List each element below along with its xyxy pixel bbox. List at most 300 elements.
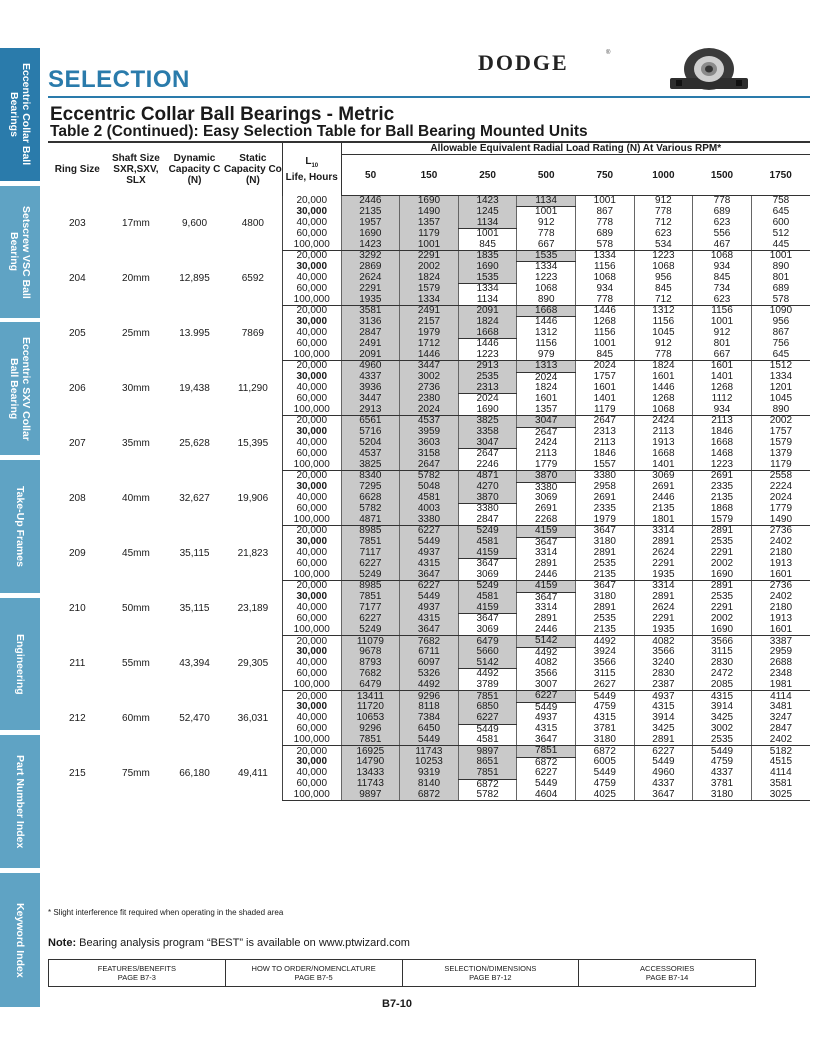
shaft-size-cell: 60mm bbox=[122, 712, 150, 724]
load-rating-cell: 2135 bbox=[634, 504, 693, 515]
side-tab-2[interactable] bbox=[0, 186, 40, 318]
load-rating-cell: 3781 bbox=[693, 779, 752, 790]
load-rating-cell: 2958 bbox=[575, 482, 634, 493]
static-capacity-cell: 15,395 bbox=[237, 437, 269, 449]
load-rating-cell: 4159 bbox=[517, 581, 576, 592]
load-rating-cell: 7682 bbox=[400, 636, 459, 647]
ring-size-cell: 215 bbox=[68, 767, 86, 779]
load-rating-cell: 3136 bbox=[341, 317, 400, 328]
load-rating-cell: 3647 bbox=[458, 559, 517, 570]
load-rating-cell: 2335 bbox=[693, 482, 752, 493]
nav-link-page: PAGE B7-12 bbox=[469, 973, 512, 982]
load-rating-cell: 4581 bbox=[458, 735, 517, 746]
side-tab-label: Keyword Index bbox=[14, 902, 26, 978]
dynamic-capacity-cell: 35,115 bbox=[179, 547, 210, 559]
header-static-capacity: Static Capacity Co (N) bbox=[224, 142, 283, 196]
load-rating-cell: 10653 bbox=[341, 713, 400, 724]
load-rating-cell: 4315 bbox=[693, 691, 752, 702]
nav-link-2[interactable] bbox=[225, 960, 402, 986]
nav-link-page: PAGE B7-14 bbox=[645, 973, 689, 982]
life-hours-cell: 20,000 bbox=[282, 361, 341, 372]
load-rating-cell: 1112 bbox=[693, 394, 752, 405]
shaft-size-cell: 75mm bbox=[122, 767, 150, 779]
load-rating-cell: 2847 bbox=[458, 515, 517, 526]
load-rating-cell: 3789 bbox=[458, 680, 517, 691]
load-rating-cell: 867 bbox=[751, 328, 810, 339]
life-hours-cell: 100,000 bbox=[282, 240, 341, 251]
load-rating-cell: 4937 bbox=[634, 691, 693, 702]
load-rating-cell: 2135 bbox=[575, 625, 634, 636]
nav-link-page: PAGE B7-3 bbox=[117, 973, 156, 982]
load-rating-cell: 2024 bbox=[751, 493, 810, 504]
load-rating-cell: 1379 bbox=[751, 449, 810, 460]
load-rating-cell: 5142 bbox=[458, 658, 517, 669]
load-rating-cell: 1668 bbox=[517, 306, 576, 317]
life-hours-cell: 40,000 bbox=[282, 548, 341, 559]
load-rating-cell: 4937 bbox=[400, 603, 459, 614]
load-rating-cell: 1446 bbox=[458, 339, 517, 350]
load-rating-cell: 2647 bbox=[517, 427, 576, 438]
load-rating-cell: 1824 bbox=[634, 361, 693, 372]
footnote: * Slight interference fit required when operating in the shaded area bbox=[48, 908, 284, 917]
load-rating-cell: 7384 bbox=[400, 713, 459, 724]
life-hours-cell: 60,000 bbox=[282, 394, 341, 405]
load-rating-cell: 4759 bbox=[575, 702, 634, 713]
load-rating-cell: 2627 bbox=[575, 680, 634, 691]
load-rating-cell: 3047 bbox=[458, 438, 517, 449]
load-rating-cell: 6227 bbox=[341, 559, 400, 570]
load-rating-cell: 2446 bbox=[634, 493, 693, 504]
load-rating-cell: 2891 bbox=[693, 581, 752, 592]
load-rating-cell: 1981 bbox=[751, 680, 810, 691]
life-hours-cell: 100,000 bbox=[282, 735, 341, 746]
life-hours-cell: 60,000 bbox=[282, 284, 341, 295]
header-life-l: L bbox=[305, 155, 312, 167]
load-rating-cell: 645 bbox=[751, 350, 810, 361]
load-rating-cell: 1690 bbox=[458, 262, 517, 273]
note bbox=[48, 937, 410, 949]
life-hours-cell: 100,000 bbox=[282, 460, 341, 471]
load-rating-cell: 7851 bbox=[341, 537, 400, 548]
load-rating-cell: 1557 bbox=[575, 460, 634, 471]
static-capacity-cell: 21,823 bbox=[237, 547, 269, 559]
load-rating-cell: 1245 bbox=[458, 207, 517, 218]
load-rating-cell: 623 bbox=[693, 218, 752, 229]
load-rating-cell: 6628 bbox=[341, 493, 400, 504]
load-rating-cell: 3180 bbox=[575, 537, 634, 548]
load-rating-cell: 1601 bbox=[517, 394, 576, 405]
side-tab-4[interactable] bbox=[0, 460, 40, 593]
load-rating-cell: 1357 bbox=[400, 218, 459, 229]
load-rating-cell: 5782 bbox=[400, 471, 459, 482]
load-rating-cell: 3314 bbox=[517, 603, 576, 614]
load-rating-cell: 4581 bbox=[458, 537, 517, 548]
load-rating-cell: 1268 bbox=[634, 394, 693, 405]
load-rating-cell: 3647 bbox=[575, 581, 634, 592]
load-rating-cell: 1179 bbox=[575, 405, 634, 416]
life-hours-cell: 40,000 bbox=[282, 273, 341, 284]
load-rating-cell: 2291 bbox=[400, 251, 459, 262]
ring-size-cell: 209 bbox=[68, 547, 86, 559]
load-rating-cell: 2402 bbox=[751, 592, 810, 603]
load-rating-cell: 5660 bbox=[458, 647, 517, 658]
load-rating-cell: 2024 bbox=[458, 394, 517, 405]
life-hours-cell: 40,000 bbox=[282, 658, 341, 669]
load-rating-cell: 5182 bbox=[751, 746, 810, 757]
load-rating-cell: 2891 bbox=[517, 559, 576, 570]
side-tab-3[interactable] bbox=[0, 322, 40, 455]
load-rating-cell: 1690 bbox=[693, 570, 752, 581]
load-rating-cell: 6450 bbox=[400, 724, 459, 735]
load-rating-cell: 3566 bbox=[693, 636, 752, 647]
dynamic-capacity-cell: 19,438 bbox=[179, 382, 210, 394]
load-rating-cell: 2535 bbox=[458, 372, 517, 383]
load-rating-cell: 4159 bbox=[458, 603, 517, 614]
load-rating-cell: 11079 bbox=[341, 636, 400, 647]
side-tab-7[interactable] bbox=[0, 873, 40, 1007]
load-rating-cell: 1690 bbox=[400, 196, 459, 207]
dynamic-capacity-cell: 66,180 bbox=[179, 767, 210, 779]
page-number: B7-10 bbox=[382, 998, 412, 1010]
load-rating-cell: 1668 bbox=[693, 438, 752, 449]
load-rating-cell: 1913 bbox=[751, 614, 810, 625]
load-rating-cell: 9678 bbox=[341, 647, 400, 658]
load-rating-cell: 1979 bbox=[575, 515, 634, 526]
load-rating-cell: 5249 bbox=[458, 526, 517, 537]
load-rating-cell: 3447 bbox=[400, 361, 459, 372]
side-tab-label: Eccentric Collar Ball Bearings bbox=[8, 63, 32, 166]
life-hours-cell: 60,000 bbox=[282, 229, 341, 240]
load-rating-cell: 1201 bbox=[751, 383, 810, 394]
load-rating-cell: 2424 bbox=[634, 416, 693, 427]
load-rating-cell: 2180 bbox=[751, 548, 810, 559]
load-rating-cell: 1779 bbox=[517, 460, 576, 471]
load-rating-cell: 3115 bbox=[575, 669, 634, 680]
load-rating-cell: 445 bbox=[751, 240, 810, 251]
load-rating-cell: 8651 bbox=[458, 757, 517, 768]
load-rating-cell: 3069 bbox=[458, 625, 517, 636]
load-rating-cell: 3936 bbox=[341, 383, 400, 394]
load-rating-cell: 2291 bbox=[634, 559, 693, 570]
load-rating-cell: 1835 bbox=[458, 251, 517, 262]
load-rating-cell: 2091 bbox=[341, 350, 400, 361]
load-rating-cell: 3647 bbox=[517, 537, 576, 548]
load-rating-cell: 6227 bbox=[341, 614, 400, 625]
load-rating-cell: 5782 bbox=[341, 504, 400, 515]
load-rating-cell: 4871 bbox=[458, 471, 517, 482]
nav-link-4[interactable] bbox=[578, 960, 755, 986]
static-capacity-cell: 19,906 bbox=[237, 492, 269, 504]
load-rating-cell: 2891 bbox=[575, 603, 634, 614]
load-rating-cell: 3647 bbox=[517, 735, 576, 746]
load-rating-cell: 6097 bbox=[400, 658, 459, 669]
load-rating-cell: 1312 bbox=[517, 328, 576, 339]
load-rating-cell: 1757 bbox=[575, 372, 634, 383]
ring-size-cell: 207 bbox=[68, 437, 86, 449]
load-rating-cell: 7682 bbox=[341, 669, 400, 680]
load-rating-cell: 5782 bbox=[458, 790, 517, 801]
load-rating-cell: 1156 bbox=[634, 317, 693, 328]
life-hours-cell: 20,000 bbox=[282, 526, 341, 537]
load-rating-cell: 2647 bbox=[575, 416, 634, 427]
life-hours-cell: 100,000 bbox=[282, 295, 341, 306]
load-rating-cell: 934 bbox=[693, 405, 752, 416]
load-rating-cell: 1690 bbox=[341, 229, 400, 240]
life-hours-cell: 20,000 bbox=[282, 581, 341, 592]
load-rating-cell: 3581 bbox=[751, 779, 810, 790]
shaft-size-cell: 17mm bbox=[122, 217, 150, 229]
life-hours-cell: 100,000 bbox=[282, 515, 341, 526]
load-rating-cell: 1068 bbox=[693, 251, 752, 262]
load-rating-cell: 7851 bbox=[341, 735, 400, 746]
load-rating-cell: 1423 bbox=[341, 240, 400, 251]
load-rating-cell: 5048 bbox=[400, 482, 459, 493]
ring-size-cell: 203 bbox=[68, 217, 86, 229]
load-rating-cell: 667 bbox=[693, 350, 752, 361]
load-rating-cell: 2291 bbox=[341, 284, 400, 295]
load-rating-cell: 1779 bbox=[751, 504, 810, 515]
load-rating-cell: 534 bbox=[634, 240, 693, 251]
load-rating-cell: 2891 bbox=[693, 526, 752, 537]
life-hours-cell: 30,000 bbox=[282, 372, 341, 383]
life-hours-cell: 100,000 bbox=[282, 790, 341, 801]
header-rpm-150: 150 bbox=[400, 155, 459, 196]
load-rating-cell: 4960 bbox=[634, 768, 693, 779]
load-rating-cell: 3292 bbox=[341, 251, 400, 262]
load-rating-cell: 1690 bbox=[458, 405, 517, 416]
load-rating-cell: 778 bbox=[634, 350, 693, 361]
load-rating-cell: 1313 bbox=[517, 361, 576, 372]
load-rating-cell: 1001 bbox=[400, 240, 459, 251]
load-rating-cell: 2246 bbox=[458, 460, 517, 471]
load-rating-cell: 1357 bbox=[517, 405, 576, 416]
load-rating-cell: 4114 bbox=[751, 691, 810, 702]
load-rating-cell: 3180 bbox=[575, 592, 634, 603]
load-rating-cell: 1312 bbox=[634, 306, 693, 317]
load-rating-cell: 4315 bbox=[400, 614, 459, 625]
load-rating-cell: 645 bbox=[751, 207, 810, 218]
load-rating-cell: 2535 bbox=[575, 614, 634, 625]
load-rating-cell: 2348 bbox=[751, 669, 810, 680]
life-hours-cell: 30,000 bbox=[282, 537, 341, 548]
load-rating-cell: 1535 bbox=[458, 273, 517, 284]
load-rating-cell: 3647 bbox=[634, 790, 693, 801]
shaft-size-cell: 40mm bbox=[122, 492, 150, 504]
ring-size-cell: 206 bbox=[68, 382, 86, 394]
load-rating-cell: 1223 bbox=[634, 251, 693, 262]
header-rpm-1750: 1750 bbox=[751, 155, 810, 196]
selection-table bbox=[48, 141, 810, 801]
load-rating-cell: 2736 bbox=[400, 383, 459, 394]
load-rating-cell: 2180 bbox=[751, 603, 810, 614]
load-rating-cell: 2335 bbox=[575, 504, 634, 515]
load-rating-cell: 1601 bbox=[751, 570, 810, 581]
load-rating-cell: 4492 bbox=[517, 647, 576, 658]
load-rating-cell: 6227 bbox=[400, 526, 459, 537]
nav-link-3[interactable] bbox=[402, 960, 579, 986]
side-tab-6[interactable] bbox=[0, 735, 40, 868]
load-rating-cell: 778 bbox=[634, 207, 693, 218]
shaft-size-cell: 55mm bbox=[122, 657, 150, 669]
load-rating-cell: 3115 bbox=[693, 647, 752, 658]
load-rating-cell: 4759 bbox=[693, 757, 752, 768]
load-rating-cell: 778 bbox=[517, 229, 576, 240]
load-rating-cell: 1446 bbox=[517, 317, 576, 328]
load-rating-cell: 5449 bbox=[458, 724, 517, 735]
load-rating-cell: 1957 bbox=[341, 218, 400, 229]
load-rating-cell: 4082 bbox=[517, 658, 576, 669]
load-rating-cell: 2313 bbox=[575, 427, 634, 438]
load-rating-cell: 2691 bbox=[634, 482, 693, 493]
load-rating-cell: 2691 bbox=[517, 504, 576, 515]
nav-link-1[interactable] bbox=[49, 960, 225, 986]
load-rating-cell: 667 bbox=[517, 240, 576, 251]
load-rating-cell: 1490 bbox=[751, 515, 810, 526]
life-hours-cell: 20,000 bbox=[282, 416, 341, 427]
life-hours-cell: 20,000 bbox=[282, 746, 341, 757]
load-rating-cell: 3566 bbox=[517, 669, 576, 680]
load-rating-cell: 2024 bbox=[575, 361, 634, 372]
load-rating-cell: 3069 bbox=[517, 493, 576, 504]
load-rating-cell: 4537 bbox=[400, 416, 459, 427]
load-rating-cell: 734 bbox=[693, 284, 752, 295]
nav-link-title: ACCESSORIES bbox=[640, 964, 695, 973]
load-rating-cell: 3959 bbox=[400, 427, 459, 438]
load-rating-cell: 1579 bbox=[693, 515, 752, 526]
load-rating-cell: 4159 bbox=[517, 526, 576, 537]
load-rating-cell: 7851 bbox=[458, 691, 517, 702]
load-rating-cell: 1001 bbox=[458, 229, 517, 240]
header-rpm-title: Allowable Equivalent Radial Load Rating (N) At Various RPM* bbox=[341, 142, 810, 155]
load-rating-cell: 1268 bbox=[575, 317, 634, 328]
load-rating-cell: 1045 bbox=[634, 328, 693, 339]
ring-size-cell: 211 bbox=[69, 657, 86, 669]
load-rating-cell: 778 bbox=[575, 295, 634, 306]
load-rating-cell: 4003 bbox=[400, 504, 459, 515]
load-rating-cell: 689 bbox=[575, 229, 634, 240]
load-rating-cell: 4270 bbox=[458, 482, 517, 493]
static-capacity-cell: 6592 bbox=[241, 272, 264, 284]
load-rating-cell: 3314 bbox=[634, 581, 693, 592]
load-rating-cell: 2424 bbox=[517, 438, 576, 449]
load-rating-cell: 6227 bbox=[400, 581, 459, 592]
load-rating-cell: 5249 bbox=[341, 625, 400, 636]
life-hours-cell: 40,000 bbox=[282, 218, 341, 229]
load-rating-cell: 4315 bbox=[575, 713, 634, 724]
load-rating-cell: 5449 bbox=[400, 735, 459, 746]
header-rpm-250: 250 bbox=[458, 155, 517, 196]
load-rating-cell: 1334 bbox=[400, 295, 459, 306]
load-rating-cell: 2402 bbox=[751, 735, 810, 746]
load-rating-cell: 6872 bbox=[400, 790, 459, 801]
load-rating-cell: 4515 bbox=[751, 757, 810, 768]
load-rating-cell: 1601 bbox=[751, 625, 810, 636]
load-rating-cell: 1045 bbox=[751, 394, 810, 405]
load-rating-cell: 623 bbox=[634, 229, 693, 240]
life-hours-cell: 20,000 bbox=[282, 471, 341, 482]
header-rpm-1000: 1000 bbox=[634, 155, 693, 196]
static-capacity-cell: 36,031 bbox=[237, 712, 269, 724]
load-rating-cell: 3924 bbox=[575, 647, 634, 658]
nav-link-title: SELECTION/DIMENSIONS bbox=[444, 964, 537, 973]
load-rating-cell: 4025 bbox=[575, 790, 634, 801]
dynamic-capacity-cell: 35,115 bbox=[179, 602, 210, 614]
load-rating-cell: 1223 bbox=[458, 350, 517, 361]
page-title: Eccentric Collar Ball Bearings - Metric bbox=[50, 104, 395, 125]
load-rating-cell: 2135 bbox=[575, 570, 634, 581]
load-rating-cell: 3247 bbox=[751, 713, 810, 724]
load-rating-cell: 4492 bbox=[575, 636, 634, 647]
load-rating-cell: 845 bbox=[693, 273, 752, 284]
load-rating-cell: 13411 bbox=[341, 691, 400, 702]
load-rating-cell: 6227 bbox=[517, 768, 576, 779]
life-hours-cell: 100,000 bbox=[282, 570, 341, 581]
load-rating-cell: 3358 bbox=[458, 427, 517, 438]
load-rating-cell: 2491 bbox=[341, 339, 400, 350]
side-tab-1[interactable] bbox=[0, 48, 40, 181]
table-title: Table 2 (Continued): Easy Selection Table for Ball Bearing Mounted Units bbox=[50, 123, 588, 140]
shaft-size-cell: 25mm bbox=[122, 327, 150, 339]
load-rating-cell: 845 bbox=[634, 284, 693, 295]
static-capacity-cell: 23,189 bbox=[237, 602, 269, 614]
load-rating-cell: 845 bbox=[575, 350, 634, 361]
load-rating-cell: 912 bbox=[634, 339, 693, 350]
life-hours-cell: 100,000 bbox=[282, 350, 341, 361]
load-rating-cell: 1601 bbox=[575, 383, 634, 394]
load-rating-cell: 689 bbox=[751, 284, 810, 295]
life-hours-cell: 40,000 bbox=[282, 768, 341, 779]
shaft-size-cell: 20mm bbox=[122, 272, 150, 284]
side-tab-5[interactable] bbox=[0, 598, 40, 730]
load-rating-cell: 1446 bbox=[575, 306, 634, 317]
load-rating-cell: 5249 bbox=[458, 581, 517, 592]
load-rating-cell: 2913 bbox=[341, 405, 400, 416]
life-hours-cell: 20,000 bbox=[282, 251, 341, 262]
life-hours-cell: 30,000 bbox=[282, 592, 341, 603]
load-rating-cell: 2647 bbox=[458, 449, 517, 460]
load-rating-cell: 2913 bbox=[458, 361, 517, 372]
load-rating-cell: 890 bbox=[517, 295, 576, 306]
load-rating-cell: 4315 bbox=[517, 724, 576, 735]
load-rating-cell: 2688 bbox=[751, 658, 810, 669]
load-rating-cell: 4337 bbox=[341, 372, 400, 383]
load-rating-cell: 8985 bbox=[341, 581, 400, 592]
load-rating-cell: 5449 bbox=[575, 768, 634, 779]
load-rating-cell: 1156 bbox=[517, 339, 576, 350]
load-rating-cell: 6711 bbox=[400, 647, 459, 658]
load-rating-cell: 11720 bbox=[341, 702, 400, 713]
side-tab-label: Take-Up Frames bbox=[14, 486, 26, 567]
load-rating-cell: 2091 bbox=[458, 306, 517, 317]
load-rating-cell: 2113 bbox=[517, 449, 576, 460]
life-hours-cell: 40,000 bbox=[282, 493, 341, 504]
life-hours-cell: 30,000 bbox=[282, 207, 341, 218]
ring-size-cell: 210 bbox=[68, 602, 86, 614]
load-rating-cell: 3481 bbox=[751, 702, 810, 713]
load-rating-cell: 867 bbox=[575, 207, 634, 218]
life-hours-cell: 60,000 bbox=[282, 779, 341, 790]
load-rating-cell: 2291 bbox=[693, 603, 752, 614]
load-rating-cell: 2291 bbox=[634, 614, 693, 625]
load-rating-cell: 4337 bbox=[634, 779, 693, 790]
load-rating-cell: 1979 bbox=[400, 328, 459, 339]
load-rating-cell: 1001 bbox=[751, 251, 810, 262]
dynamic-capacity-cell: 32,627 bbox=[179, 492, 210, 504]
load-rating-cell: 3870 bbox=[517, 471, 576, 482]
load-rating-cell: 9897 bbox=[458, 746, 517, 757]
load-rating-cell: 756 bbox=[751, 339, 810, 350]
load-rating-cell: 556 bbox=[693, 229, 752, 240]
